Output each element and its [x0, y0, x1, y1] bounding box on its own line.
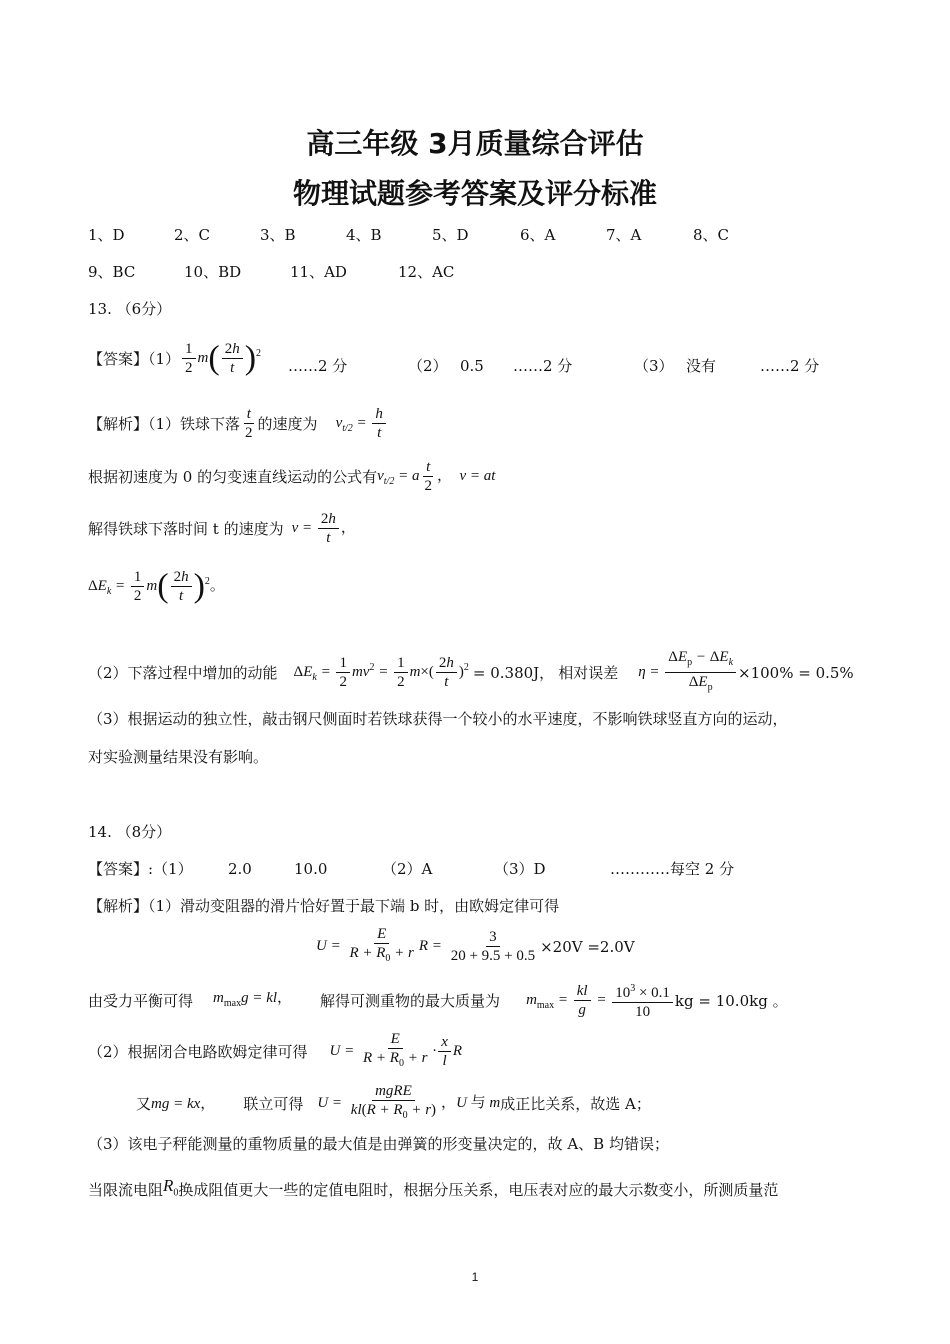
page-title: 高三年级 3月质量综合评估	[306, 127, 644, 160]
answer-7: 7、A	[606, 226, 642, 244]
answer-1: 1、D	[88, 226, 125, 244]
q13-answer-label: 【答案】（1）	[88, 349, 181, 368]
q14-last-line: 当限流电阻 $R_0$ 换成阻值更大一些的定值电阻时，根据分压关系，电压表对应的最大示数变小，所测质量范	[88, 1176, 778, 1203]
q14-formula-hooke: mg = kx，	[151, 1095, 216, 1112]
q14-formula-balance: $m_{max}g$ = kl，	[213, 989, 293, 1009]
q13-formula-v-half: $v_{t/2}$ = $\frac{h}{t}$	[336, 405, 388, 442]
q14-part2-line: （2）根据闭合电路欧姆定律可得 U = $\frac{E}{R + R_0 + r}$ · $\frac{x}{l}$ R	[88, 1030, 462, 1073]
q13-score3: ……2 分	[760, 357, 820, 375]
q13-analysis-line2: 根据初速度为 0 的匀变速直线运动的公式有 $v_{t/2} = a$ $\frac{t}{2}$ ， v = at	[88, 459, 496, 494]
answer-3: 3、B	[260, 226, 296, 244]
q14-ans1a: 2.0	[228, 860, 252, 878]
answer-11: 11、AD	[290, 263, 347, 281]
q13-analysis-line1: 【解析】（1）铁球下落 $\frac{t}{2}$ 的速度为 $v_{t/2}$ = $\frac{h}{t}$	[88, 405, 388, 442]
q14-formula-u: U = $\frac{\text{mgRE}}{kl(R + R_0 + r)}$ ，U 与 m	[317, 1083, 501, 1121]
answer-5: 5、D	[432, 226, 469, 244]
answer-10: 10、BD	[184, 263, 242, 281]
q14-part3-line: （3）该电子秤能测量的重物质量的最大值是由弹簧的形变量决定的，故 A、B 均错误；	[88, 1135, 669, 1153]
q13-heading: 13. （6分）	[88, 300, 172, 318]
answer-6: 6、A	[520, 226, 556, 244]
q13-part3-line1: （3）根据运动的独立性，敲击钢尺侧面时若铁球获得一个较小的水平速度，不影响铁球竖直方向的运动，	[88, 710, 788, 728]
answer-2: 2、C	[174, 226, 211, 244]
q14-symbol-r0: $R_0$	[163, 1176, 179, 1199]
answer-12: 12、AC	[398, 263, 455, 281]
q14-ans2: （2）A	[382, 860, 433, 878]
q13-analysis-line3: 解得铁球下落时间 t 的速度为 v = $\frac{2h}{t}$ ，	[88, 511, 356, 546]
q13-formula-ek: $\frac{1}{2}$ m( $\frac{2h}{t}$ )$^2$	[180, 340, 261, 377]
q13-part2-line: （2）下落过程中增加的动能 $\Delta E_k$ = $\frac{1}{2}$ $mv^2$ = $\frac{1}{2}$ m×( $\frac{2h}{t}$ )$^2$ = 0.380J， 相对误差 η = $\frac{\Delta E_p - \Delta E_k}{\Delta E_p}$ ×100% = 0.5%	[88, 648, 854, 697]
q13-part3-value: 没有	[686, 357, 717, 375]
q13-part2-label: （2）	[408, 357, 448, 375]
answer-8: 8、C	[693, 226, 730, 244]
q14-ans3: （3）D	[494, 860, 546, 878]
q14-balance-line: 由受力平衡可得 $m_{max}g$ = kl， 解得可测重物的最大质量为 $m_{max}$ = $\frac{kl}{g}$ = $\frac{10^3 \times 0.1}{10}$ kg = 10.0kg 。	[88, 980, 788, 1021]
q13-formula-ek-value: $\Delta E_k$ = $\frac{1}{2}$ $mv^2$ = $\frac{1}{2}$ m×( $\frac{2h}{t}$ )$^2$	[293, 655, 469, 690]
q13-part3-line2: 对实验测量结果没有影响。	[88, 748, 269, 766]
q14-heading: 14. （8分）	[88, 823, 172, 841]
q13-formula-v: v = $\frac{2h}{t}$ ，	[291, 511, 356, 546]
q13-analysis-suffix: 的速度为	[257, 414, 318, 433]
q14-answer-label: 【答案】:（1）	[88, 860, 193, 878]
q14-formula-voltage: U = $\frac{E}{R + R_0 + r}$ R = $\frac{3}{20 + 9.5 + 0.5}$ ×20V =2.0V	[316, 926, 635, 964]
q14-ans1b: 10.0	[294, 860, 328, 878]
q13-answer-line	[88, 340, 261, 377]
q13-formula-kinematics: $v_{t/2} = a$ $\frac{t}{2}$ ， v = at	[377, 459, 496, 494]
q13-score2: ……2 分	[513, 357, 573, 375]
q13-analysis-label: 【解析】（1）铁球下落	[88, 414, 241, 433]
answer-4: 4、B	[346, 226, 382, 244]
q14-analysis1: 【解析】（1）滑动变阻器的滑片恰好置于最下端 b 时，由欧姆定律可得	[88, 897, 560, 915]
q14-score: …………每空 2 分	[610, 860, 735, 878]
page-number: 1	[471, 1270, 479, 1284]
page-subtitle: 物理试题参考答案及评分标准	[292, 177, 657, 210]
answer-9: 9、BC	[88, 263, 136, 281]
q14-formula-closed-circuit: U = $\frac{E}{R + R_0 + r}$ · $\frac{x}{l}$ R	[329, 1031, 463, 1069]
q14-combine-line: 又 mg = kx， 联立可得 U = $\frac{\text{mgRE}}{kl(R + R_0 + r)}$ ，U 与 m 成正比关系，故选 A；	[136, 1082, 651, 1125]
q13-formula-error: η = $\frac{\Delta E_p - \Delta E_k}{\Delta E_p}$	[638, 648, 738, 697]
q14-formula-mmax: $m_{max}$ = $\frac{kl}{g}$ = $\frac{10^3 \times 0.1}{10}$	[526, 980, 675, 1021]
q13-score1: ……2 分	[288, 357, 348, 375]
q13-part2-value: 0.5	[460, 357, 484, 375]
q13-part3-label: （3）	[634, 357, 674, 375]
q13-formula-delta-ek: $\Delta E_k$ = $\frac{1}{2}$ m( $\frac{2h}{t}$ )$^2$。	[88, 567, 225, 605]
